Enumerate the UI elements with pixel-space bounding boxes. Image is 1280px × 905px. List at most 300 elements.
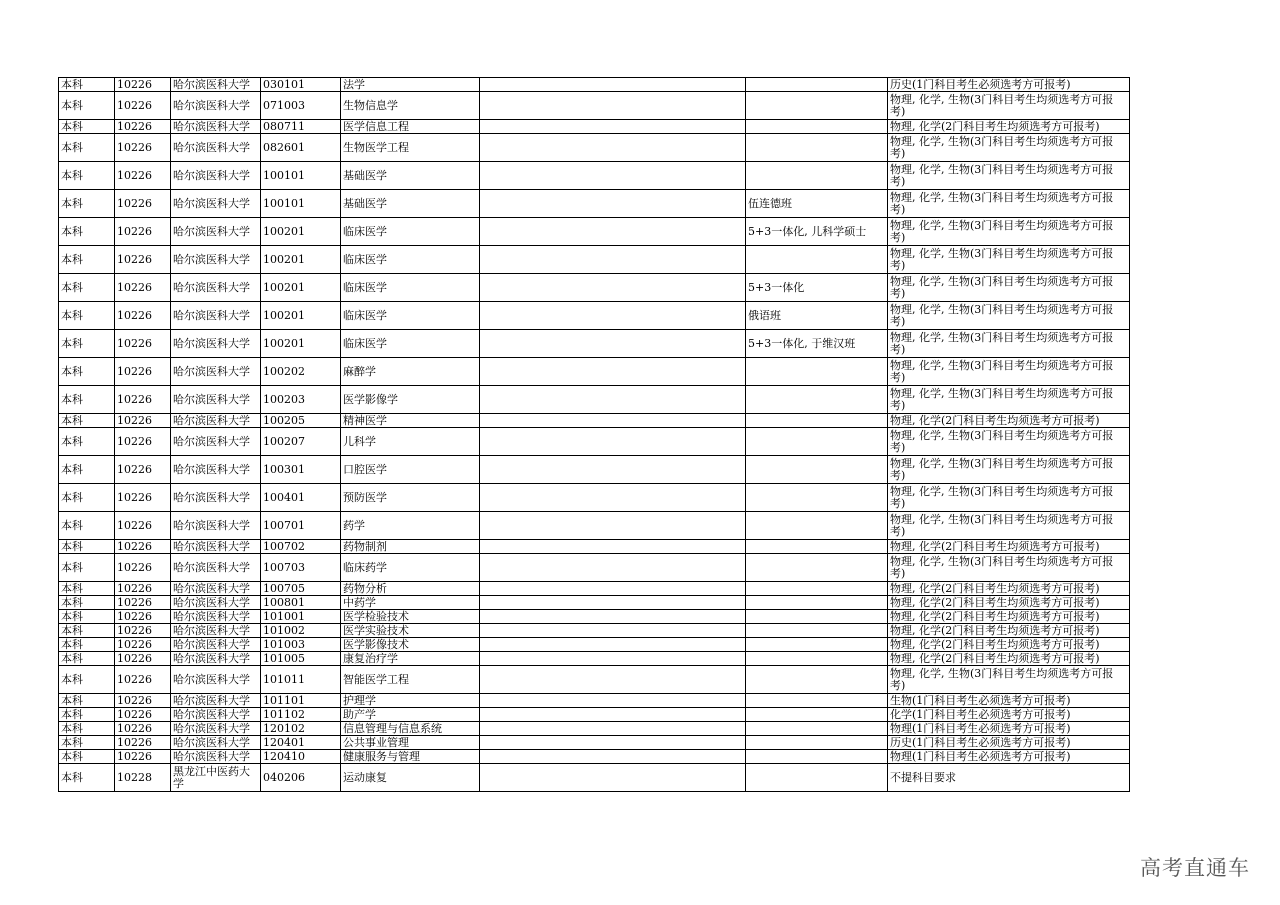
school-code-cell: 10226 [115,162,171,190]
school-name-cell: 哈尔滨医科大学 [171,246,261,274]
major-code-cell: 120410 [261,750,341,764]
school-name-cell: 哈尔滨医科大学 [171,736,261,750]
class-cell [746,540,888,554]
level-cell: 本科 [59,722,115,736]
notes-cell [480,134,746,162]
major-name-cell: 生物信息学 [341,92,480,120]
notes-cell [480,190,746,218]
level-cell: 本科 [59,652,115,666]
school-code-cell: 10226 [115,610,171,624]
major-name-cell: 运动康复 [341,764,480,792]
class-cell [746,162,888,190]
table-row [59,694,1130,708]
class-cell [746,708,888,722]
notes-cell [480,456,746,484]
school-code-cell: 10226 [115,722,171,736]
subject-requirement-cell: 物理, 化学, 生物(3门科目考生均须选考方可报考) [888,302,1130,330]
notes-cell [480,750,746,764]
level-cell: 本科 [59,694,115,708]
table-row [59,484,1130,512]
major-name-cell: 基础医学 [341,162,480,190]
class-cell [746,134,888,162]
class-cell [746,386,888,414]
level-cell: 本科 [59,540,115,554]
major-code-cell: 100201 [261,246,341,274]
level-cell: 本科 [59,484,115,512]
level-cell: 本科 [59,120,115,134]
major-name-cell: 儿科学 [341,428,480,456]
class-cell [746,456,888,484]
class-cell [746,750,888,764]
school-code-cell: 10226 [115,596,171,610]
level-cell: 本科 [59,386,115,414]
notes-cell [480,582,746,596]
school-name-cell: 哈尔滨医科大学 [171,358,261,386]
level-cell: 本科 [59,218,115,246]
table-row [59,540,1130,554]
class-cell [746,78,888,92]
major-code-cell: 030101 [261,78,341,92]
school-code-cell: 10226 [115,652,171,666]
notes-cell [480,540,746,554]
subject-requirement-cell: 物理, 化学(2门科目考生均须选考方可报考) [888,414,1130,428]
school-name-cell: 哈尔滨医科大学 [171,386,261,414]
table-row [59,414,1130,428]
school-name-cell: 哈尔滨医科大学 [171,554,261,582]
table-row [59,190,1130,218]
notes-cell [480,554,746,582]
school-code-cell: 10226 [115,638,171,652]
subject-requirement-cell: 物理, 化学, 生物(3门科目考生均须选考方可报考) [888,456,1130,484]
notes-cell [480,274,746,302]
notes-cell [480,638,746,652]
level-cell: 本科 [59,302,115,330]
school-code-cell: 10226 [115,456,171,484]
subject-requirement-cell: 物理, 化学(2门科目考生均须选考方可报考) [888,610,1130,624]
school-code-cell: 10226 [115,414,171,428]
major-code-cell: 082601 [261,134,341,162]
school-name-cell: 哈尔滨医科大学 [171,708,261,722]
major-code-cell: 120401 [261,736,341,750]
school-name-cell: 哈尔滨医科大学 [171,638,261,652]
major-code-cell: 100101 [261,162,341,190]
notes-cell [480,764,746,792]
school-code-cell: 10226 [115,736,171,750]
major-name-cell: 法学 [341,78,480,92]
school-name-cell: 哈尔滨医科大学 [171,652,261,666]
table-body [59,78,1130,792]
level-cell: 本科 [59,708,115,722]
subject-requirement-cell: 物理, 化学, 生物(3门科目考生均须选考方可报考) [888,330,1130,358]
subject-requirement-cell: 物理, 化学(2门科目考生均须选考方可报考) [888,582,1130,596]
school-name-cell: 哈尔滨医科大学 [171,330,261,358]
level-cell: 本科 [59,610,115,624]
major-name-cell: 护理学 [341,694,480,708]
major-code-cell: 100207 [261,428,341,456]
level-cell: 本科 [59,414,115,428]
school-name-cell: 哈尔滨医科大学 [171,596,261,610]
notes-cell [480,330,746,358]
school-code-cell: 10226 [115,428,171,456]
major-code-cell: 100205 [261,414,341,428]
level-cell: 本科 [59,554,115,582]
class-cell [746,624,888,638]
notes-cell [480,722,746,736]
level-cell: 本科 [59,456,115,484]
subject-requirement-cell: 不提科目要求 [888,764,1130,792]
major-code-cell: 101002 [261,624,341,638]
school-name-cell: 哈尔滨医科大学 [171,190,261,218]
notes-cell [480,246,746,274]
subject-requirement-cell: 物理, 化学, 生物(3门科目考生均须选考方可报考) [888,274,1130,302]
major-name-cell: 基础医学 [341,190,480,218]
major-code-cell: 100705 [261,582,341,596]
class-cell [746,596,888,610]
level-cell: 本科 [59,274,115,302]
notes-cell [480,666,746,694]
major-name-cell: 麻醉学 [341,358,480,386]
school-name-cell: 哈尔滨医科大学 [171,218,261,246]
school-code-cell: 10228 [115,764,171,792]
subject-requirement-cell: 物理, 化学, 生物(3门科目考生均须选考方可报考) [888,386,1130,414]
table-row [59,162,1130,190]
class-cell [746,484,888,512]
notes-cell [480,512,746,540]
level-cell: 本科 [59,750,115,764]
major-code-cell: 101101 [261,694,341,708]
major-name-cell: 公共事业管理 [341,736,480,750]
subject-requirement-cell: 历史(1门科目考生必须选考方可报考) [888,78,1130,92]
school-code-cell: 10226 [115,540,171,554]
major-code-cell: 100202 [261,358,341,386]
major-code-cell: 120102 [261,722,341,736]
major-name-cell: 康复治疗学 [341,652,480,666]
table-row [59,666,1130,694]
level-cell: 本科 [59,330,115,358]
notes-cell [480,162,746,190]
major-name-cell: 中药学 [341,596,480,610]
school-name-cell: 哈尔滨医科大学 [171,120,261,134]
level-cell: 本科 [59,582,115,596]
class-cell [746,638,888,652]
school-code-cell: 10226 [115,386,171,414]
major-code-cell: 100401 [261,484,341,512]
school-code-cell: 10226 [115,554,171,582]
subject-requirement-cell: 物理, 化学(2门科目考生均须选考方可报考) [888,596,1130,610]
major-code-cell: 100201 [261,302,341,330]
table-row [59,274,1130,302]
major-code-cell: 100101 [261,190,341,218]
school-code-cell: 10226 [115,694,171,708]
table-row [59,610,1130,624]
major-name-cell: 临床医学 [341,330,480,358]
subject-requirement-cell: 历史(1门科目考生必须选考方可报考) [888,736,1130,750]
major-name-cell: 生物医学工程 [341,134,480,162]
class-cell [746,92,888,120]
class-cell [746,358,888,386]
school-code-cell: 10226 [115,246,171,274]
major-code-cell: 100301 [261,456,341,484]
subject-requirement-cell: 物理(1门科目考生必须选考方可报考) [888,750,1130,764]
class-cell [746,666,888,694]
major-name-cell: 助产学 [341,708,480,722]
table-row [59,750,1130,764]
admission-table [58,77,1130,792]
major-code-cell: 101001 [261,610,341,624]
school-name-cell: 黑龙江中医药大学 [171,764,261,792]
level-cell: 本科 [59,638,115,652]
notes-cell [480,386,746,414]
subject-requirement-cell: 物理, 化学(2门科目考生均须选考方可报考) [888,624,1130,638]
school-code-cell: 10226 [115,708,171,722]
major-name-cell: 医学检验技术 [341,610,480,624]
table-row [59,428,1130,456]
table-row [59,302,1130,330]
class-cell [746,120,888,134]
table-row [59,638,1130,652]
class-cell [746,554,888,582]
school-code-cell: 10226 [115,274,171,302]
subject-requirement-cell: 物理, 化学, 生物(3门科目考生均须选考方可报考) [888,666,1130,694]
level-cell: 本科 [59,246,115,274]
class-cell [746,694,888,708]
subject-requirement-cell: 物理, 化学, 生物(3门科目考生均须选考方可报考) [888,134,1130,162]
level-cell: 本科 [59,736,115,750]
major-name-cell: 精神医学 [341,414,480,428]
subject-requirement-cell: 物理, 化学(2门科目考生均须选考方可报考) [888,638,1130,652]
notes-cell [480,120,746,134]
table-row [59,722,1130,736]
level-cell: 本科 [59,624,115,638]
school-code-cell: 10226 [115,582,171,596]
school-name-cell: 哈尔滨医科大学 [171,162,261,190]
school-name-cell: 哈尔滨医科大学 [171,134,261,162]
class-cell [746,414,888,428]
major-code-cell: 100203 [261,386,341,414]
subject-requirement-cell: 物理, 化学, 生物(3门科目考生均须选考方可报考) [888,92,1130,120]
school-name-cell: 哈尔滨医科大学 [171,274,261,302]
subject-requirement-cell: 物理, 化学(2门科目考生均须选考方可报考) [888,540,1130,554]
subject-requirement-cell: 物理, 化学, 生物(3门科目考生均须选考方可报考) [888,554,1130,582]
major-code-cell: 080711 [261,120,341,134]
table-row [59,78,1130,92]
level-cell: 本科 [59,190,115,218]
table-row [59,512,1130,540]
class-cell [746,722,888,736]
class-cell [746,736,888,750]
table-row [59,596,1130,610]
school-name-cell: 哈尔滨医科大学 [171,92,261,120]
notes-cell [480,218,746,246]
major-name-cell: 信息管理与信息系统 [341,722,480,736]
subject-requirement-cell: 物理, 化学, 生物(3门科目考生均须选考方可报考) [888,484,1130,512]
class-cell [746,610,888,624]
major-code-cell: 071003 [261,92,341,120]
notes-cell [480,708,746,722]
major-name-cell: 药物分析 [341,582,480,596]
class-cell: 5+3一体化, 于维汉班 [746,330,888,358]
table-row [59,92,1130,120]
school-code-cell: 10226 [115,302,171,330]
major-code-cell: 100201 [261,218,341,246]
class-cell: 伍连德班 [746,190,888,218]
school-code-cell: 10226 [115,484,171,512]
major-code-cell: 100702 [261,540,341,554]
notes-cell [480,624,746,638]
class-cell: 5+3一体化 [746,274,888,302]
table-row [59,554,1130,582]
class-cell [746,246,888,274]
class-cell [746,512,888,540]
subject-requirement-cell: 化学(1门科目考生必须选考方可报考) [888,708,1130,722]
major-code-cell: 101011 [261,666,341,694]
subject-requirement-cell: 物理, 化学, 生物(3门科目考生均须选考方可报考) [888,162,1130,190]
major-name-cell: 医学影像技术 [341,638,480,652]
major-name-cell: 临床医学 [341,274,480,302]
school-name-cell: 哈尔滨医科大学 [171,722,261,736]
table-row [59,246,1130,274]
level-cell: 本科 [59,162,115,190]
school-name-cell: 哈尔滨医科大学 [171,302,261,330]
notes-cell [480,78,746,92]
subject-requirement-cell: 物理, 化学, 生物(3门科目考生均须选考方可报考) [888,218,1130,246]
major-code-cell: 101005 [261,652,341,666]
school-name-cell: 哈尔滨医科大学 [171,582,261,596]
school-name-cell: 哈尔滨医科大学 [171,78,261,92]
class-cell [746,582,888,596]
level-cell: 本科 [59,666,115,694]
major-name-cell: 医学影像学 [341,386,480,414]
major-code-cell: 100703 [261,554,341,582]
major-code-cell: 100801 [261,596,341,610]
major-name-cell: 临床医学 [341,218,480,246]
school-code-cell: 10226 [115,78,171,92]
table-row [59,708,1130,722]
school-name-cell: 哈尔滨医科大学 [171,512,261,540]
school-code-cell: 10226 [115,666,171,694]
major-code-cell: 040206 [261,764,341,792]
level-cell: 本科 [59,764,115,792]
notes-cell [480,302,746,330]
school-name-cell: 哈尔滨医科大学 [171,624,261,638]
table-row [59,120,1130,134]
school-name-cell: 哈尔滨医科大学 [171,750,261,764]
class-cell: 俄语班 [746,302,888,330]
level-cell: 本科 [59,78,115,92]
class-cell [746,428,888,456]
notes-cell [480,92,746,120]
table-row [59,582,1130,596]
notes-cell [480,610,746,624]
school-code-cell: 10226 [115,134,171,162]
major-name-cell: 口腔医学 [341,456,480,484]
school-code-cell: 10226 [115,330,171,358]
subject-requirement-cell: 物理, 化学, 生物(3门科目考生均须选考方可报考) [888,428,1130,456]
school-code-cell: 10226 [115,750,171,764]
major-name-cell: 医学实验技术 [341,624,480,638]
school-code-cell: 10226 [115,512,171,540]
table-row [59,624,1130,638]
school-name-cell: 哈尔滨医科大学 [171,484,261,512]
subject-requirement-cell: 生物(1门科目考生必须选考方可报考) [888,694,1130,708]
school-name-cell: 哈尔滨医科大学 [171,414,261,428]
school-code-cell: 10226 [115,120,171,134]
major-code-cell: 100201 [261,274,341,302]
school-code-cell: 10226 [115,190,171,218]
major-name-cell: 临床医学 [341,302,480,330]
major-name-cell: 预防医学 [341,484,480,512]
school-code-cell: 10226 [115,92,171,120]
notes-cell [480,652,746,666]
school-code-cell: 10226 [115,624,171,638]
table-row [59,456,1130,484]
table-row [59,330,1130,358]
school-name-cell: 哈尔滨医科大学 [171,428,261,456]
school-code-cell: 10226 [115,358,171,386]
table-row [59,358,1130,386]
level-cell: 本科 [59,596,115,610]
table-row [59,218,1130,246]
major-name-cell: 临床药学 [341,554,480,582]
school-name-cell: 哈尔滨医科大学 [171,666,261,694]
major-code-cell: 100701 [261,512,341,540]
subject-requirement-cell: 物理(1门科目考生必须选考方可报考) [888,722,1130,736]
subject-requirement-cell: 物理, 化学, 生物(3门科目考生均须选考方可报考) [888,246,1130,274]
class-cell [746,652,888,666]
notes-cell [480,414,746,428]
subject-requirement-cell: 物理, 化学, 生物(3门科目考生均须选考方可报考) [888,358,1130,386]
school-name-cell: 哈尔滨医科大学 [171,540,261,554]
level-cell: 本科 [59,358,115,386]
notes-cell [480,736,746,750]
table-row [59,386,1130,414]
notes-cell [480,694,746,708]
level-cell: 本科 [59,428,115,456]
notes-cell [480,358,746,386]
major-name-cell: 临床医学 [341,246,480,274]
school-code-cell: 10226 [115,218,171,246]
watermark-text: 高考直通车 [1140,856,1250,880]
class-cell [746,764,888,792]
major-name-cell: 药学 [341,512,480,540]
notes-cell [480,596,746,610]
major-name-cell: 健康服务与管理 [341,750,480,764]
table-row [59,736,1130,750]
subject-requirement-cell: 物理, 化学(2门科目考生均须选考方可报考) [888,652,1130,666]
major-name-cell: 药物制剂 [341,540,480,554]
class-cell: 5+3一体化, 儿科学硕士 [746,218,888,246]
school-name-cell: 哈尔滨医科大学 [171,694,261,708]
school-name-cell: 哈尔滨医科大学 [171,456,261,484]
table-row [59,652,1130,666]
notes-cell [480,428,746,456]
school-name-cell: 哈尔滨医科大学 [171,610,261,624]
table-row [59,134,1130,162]
major-code-cell: 100201 [261,330,341,358]
notes-cell [480,484,746,512]
subject-requirement-cell: 物理, 化学(2门科目考生均须选考方可报考) [888,120,1130,134]
level-cell: 本科 [59,134,115,162]
major-code-cell: 101003 [261,638,341,652]
level-cell: 本科 [59,92,115,120]
level-cell: 本科 [59,512,115,540]
major-name-cell: 医学信息工程 [341,120,480,134]
major-code-cell: 101102 [261,708,341,722]
subject-requirement-cell: 物理, 化学, 生物(3门科目考生均须选考方可报考) [888,512,1130,540]
major-name-cell: 智能医学工程 [341,666,480,694]
subject-requirement-cell: 物理, 化学, 生物(3门科目考生均须选考方可报考) [888,190,1130,218]
table-row [59,764,1130,792]
